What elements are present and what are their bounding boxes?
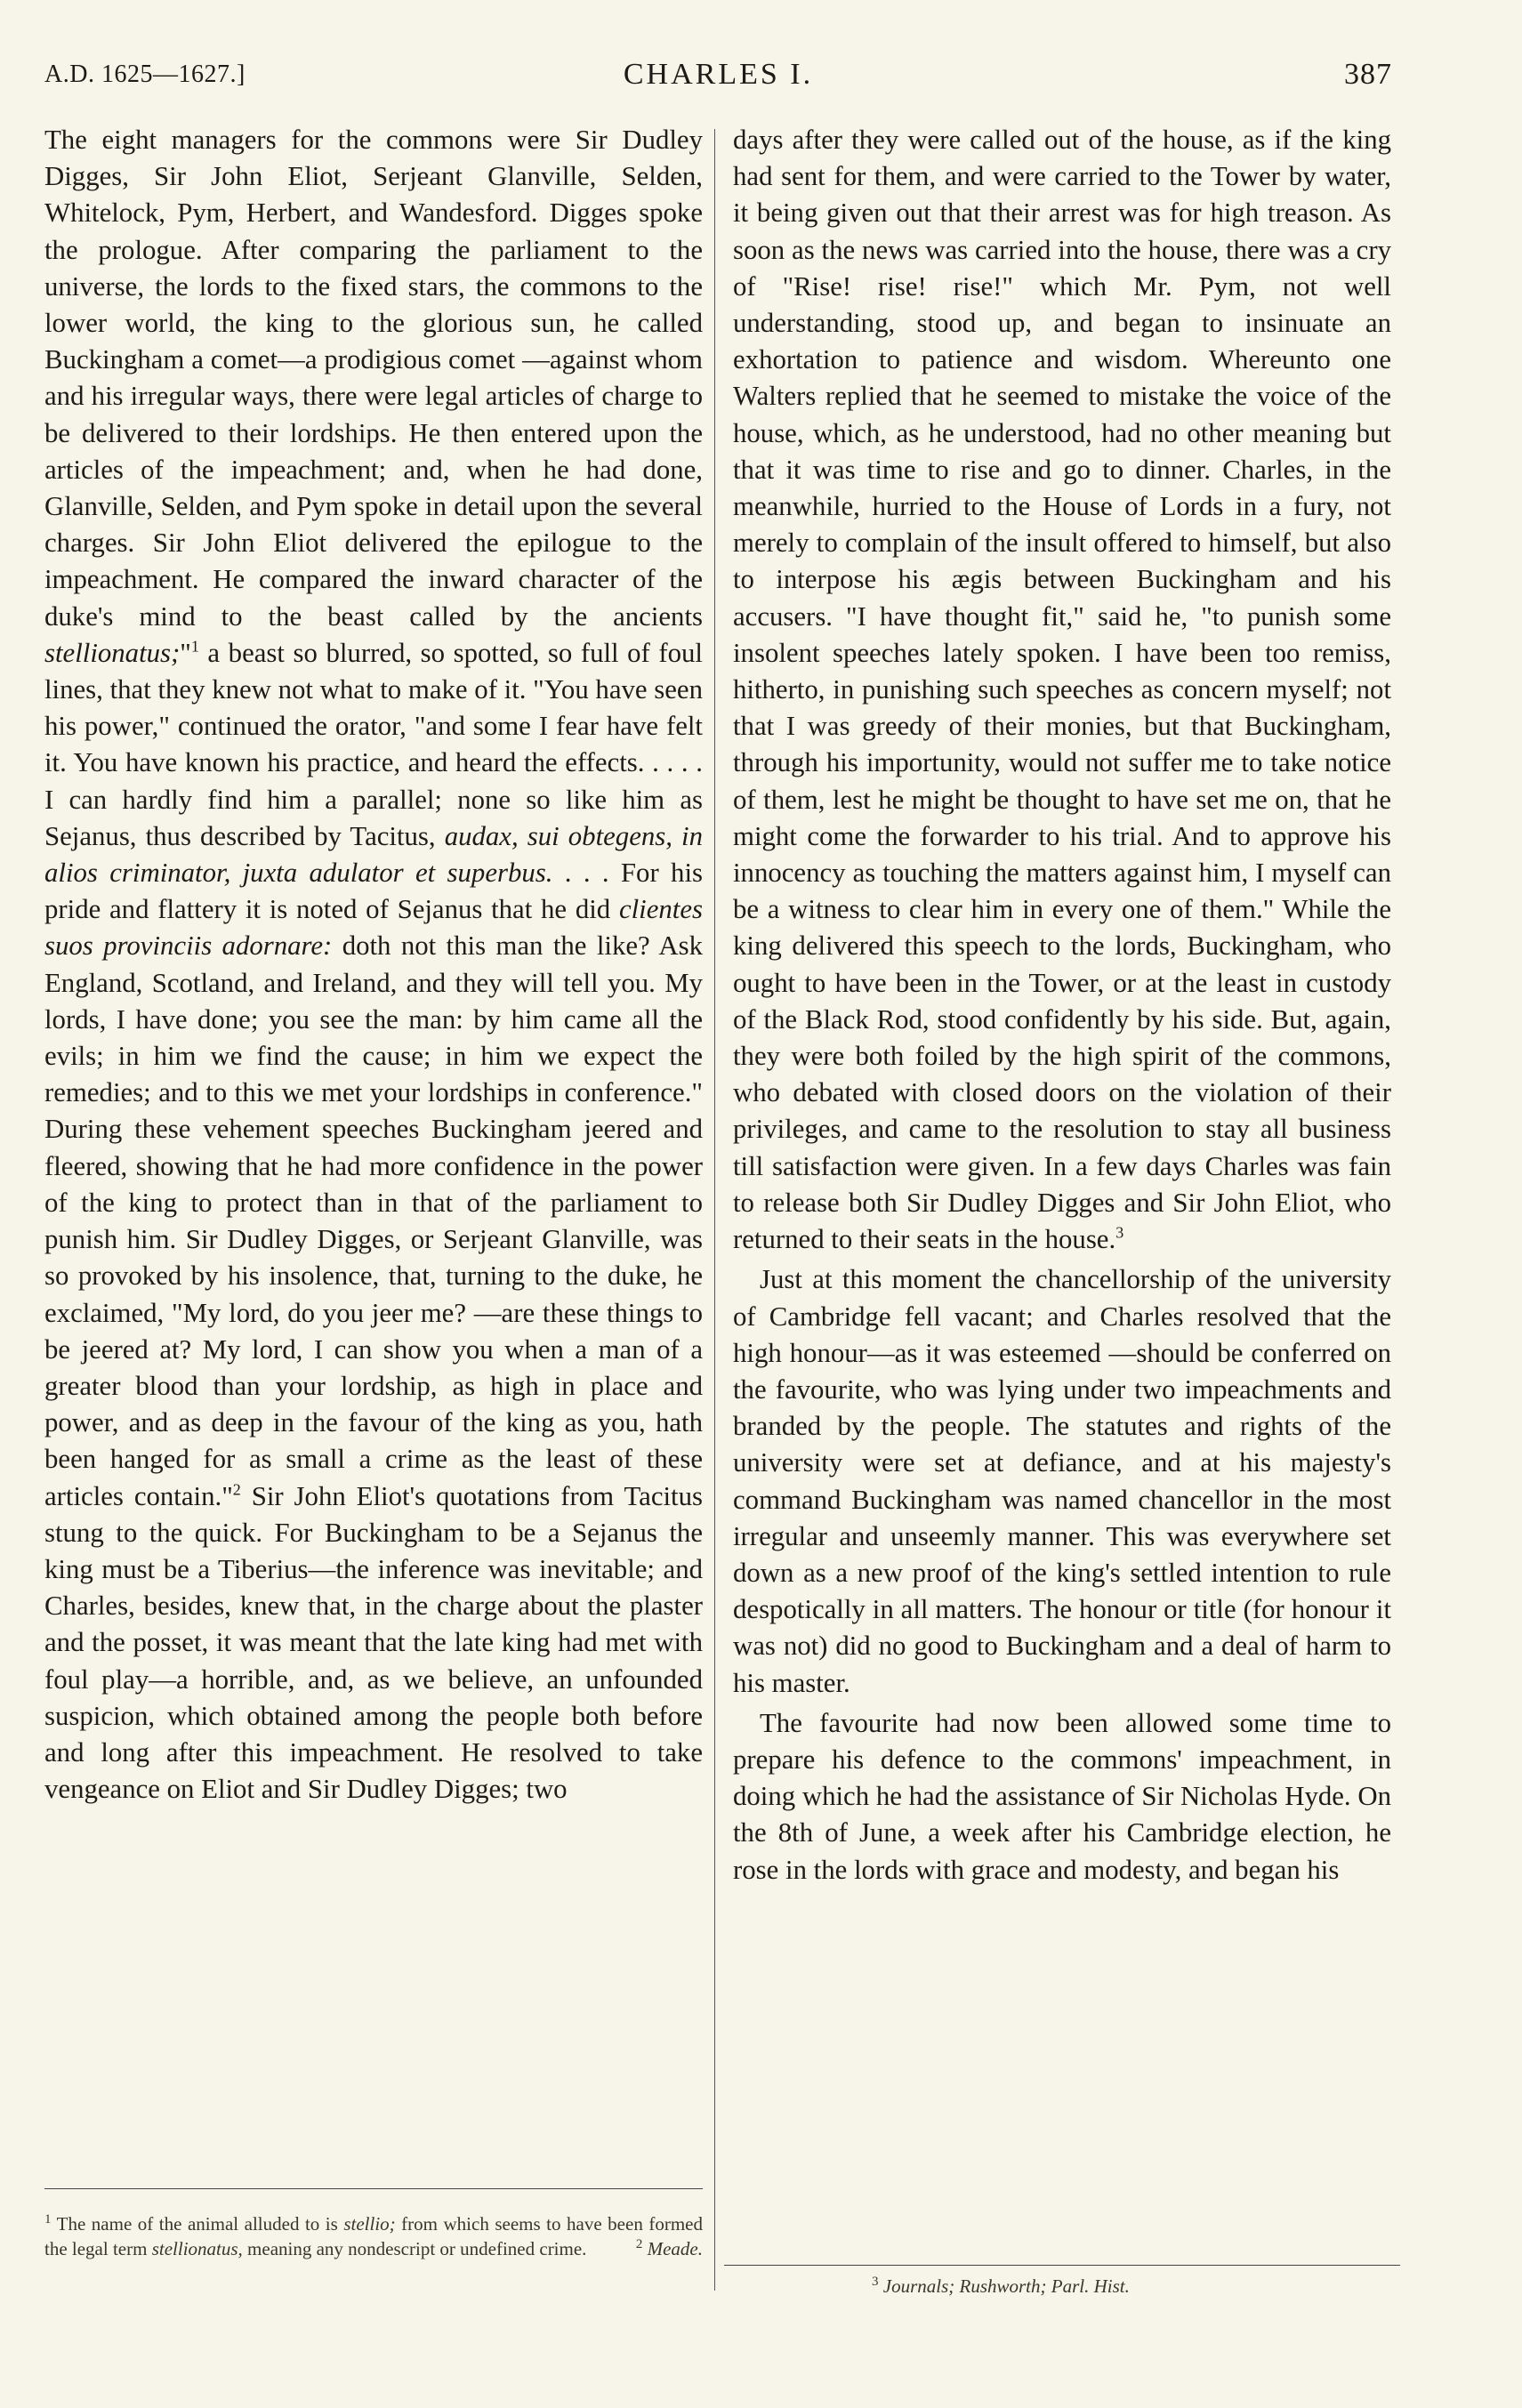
right-column — [733, 122, 1391, 2257]
paragraph: The favourite had now been allowed some time to prepare his defence to the commons' impeachment, in doing which he had the assistance of Sir Nicholas Hyde. On the 8th of June, a week after his Cambridge election, he rose in the lords with grace and modesty, and began his — [733, 1707, 1391, 1885]
footnote-rule-right — [724, 2265, 1400, 2266]
paragraph: days after they were called out of the house, as if the king had sent for them, and were carried to the Tower by water, it being given out that their arrest was for high treason. As soon as the news was carried into the house, there was a cry of "Rise! rise! rise!" which Mr. Pym, not well understanding, stood up, and began to insinuate an exhortation to patience and wisdom. Whereunto one Walters replied that he seemed to mistake the voice of the house, which, as he understood, had no other meaning but that it was time to rise and go to dinner. Charles, in the meanwhile, hurried to the House of Lords in a fury, not merely to complain of the insult offered to himself, but also to interpose his ægis between Buckingham and his accusers. "I have thought fit," said he, "to punish some insolent speeches lately spoken. I have been too remiss, hitherto, in punishing such speeches as concern myself; not that I was greedy of their monies, but that Buckingham, through his importunity, would not suffer me to take notice of them, lest he might be thought to have set me on, that he might come the forwarder to his trial. And to approve his innocency as touching the matters against him, I myself can be a witness to clear him in every one of them." While the king delivered this speech to the lords, Buckingham, who ought to have been in the Tower, or at the least in custody of the Black Rod, stood confidently by his side. But, again, they were both foiled by the high spirit of the commons, who debated with closed doors on the violation of their privileges, and came to the resolution to stay all business till satisfaction were given. In a few days Charles was fain to release both Sir Dudley Digges and Sir John Eliot, who returned to their seats in the house.$^3$ — [733, 125, 1391, 1255]
page-number: 387 — [1344, 58, 1392, 91]
latin-quote: audax, sui obtegens, in alios criminator, juxta adulator et superbus. — [44, 820, 703, 889]
paragraph: The eight managers for the commons were Sir Dudley Digges, Sir John Eliot, Serjeant Glanville, Selden, Whitelock, Pym, Herbert, and Wandesford. Digges spoke the prologue. After comparing the parliament to the universe, the lords to the fixed stars, the commons to the lower world, the king to the glorious sun, he called Buckingham a comet—a prodigious comet —against whom and his irregular ways, there were legal articles of charge to be delivered to their lordships. He then entered upon the articles of the impeachment; and, when he had done, Glanville, Selden, and Pym spoke in detail upon the several charges. Sir John Eliot delivered the epilogue to the impeachment. He compared the inward character of the duke's mind to the beast called by the ancients stellionatus;"$^1$ a beast so blurred, so spotted, so full of foul lines, that they knew not what to make of it. "You have seen his power," continued the orator, "and some I fear have felt it. You have known his practice, and heard the effects. . . . . I can hardly find him a parallel; none so like him as Sejanus, thus described by Tacitus, audax, sui obtegens, in alios criminator, juxta adulator et superbus. . . . For his pride and flattery it is noted of Sejanus that he did clientes suos provinciis adornare: doth not this man the like? Ask England, Scotland, and Ireland, and they will tell you. My lords, I have done; you see the man: by him came all the evils; in him we find the cause; in him we expect the remedies; and to this we met your lordships in conference." During these vehement speeches Buckingham jeered and fleered, showing that he had more confidence in the power of the king to protect than in that of the parliament to punish him. Sir Dudley Digges, or Serjeant Glanville, was so provoked by his insolence, that, turning to the duke, he exclaimed, "My lord, do you jeer me? —are these things to be jeered at? My lord, I can show you when a man of a greater blood than your lordship, as high in place and power, and as deep in the favour of the king as you, hath been hanged for as small a crime as the least of these articles contain."$^2$ Sir John Eliot's quotations from Tacitus stung to the quick. For Buckingham to be a Sejanus the king must be a Tiberius—the inference was inevitable; and Charles, besides, knew that, in the charge about the plaster and the posset, it was meant that the late king had met with foul play—a horrible, and, as we believe, an unfounded suspicion, which obtained among the people both before and long after this impeachment. He resolved to take vengeance on Eliot and Sir Dudley Digges; two — [44, 125, 703, 1805]
footnote-1-2: $^1$ The name of the animal alluded to is stellio; from which seems to have been formed the legal term stellionatus, meaning any nondescript or undefined crime. $^2$ Meade. — [44, 2212, 703, 2259]
column-divider — [714, 129, 715, 2291]
latin-quote: clientes suos provinciis adornare: — [44, 894, 703, 962]
date-range: A.D. 1625—1627.] — [44, 60, 246, 88]
paragraph: Just at this moment the chancellorship of the university of Cambridge fell vacant; and Charles resolved that the high honour—as it was esteemed —should be conferred on the favourite, who was lying under two impeachments and branded by the people. The statutes and rights of the university were set at defiance, and at his majesty's command Buckingham was named chancellor in the most irregular and unseemly manner. This was everywhere set down as a new proof of the king's settled intention to rule despotically in all matters. The honour or title (for honour it was not) did no good to Buckingham and a deal of harm to his master. — [733, 1264, 1391, 1698]
footnote-ref: 3 — [1115, 1223, 1124, 1242]
footnote-ref: 1 — [190, 637, 199, 656]
left-column — [44, 122, 703, 2177]
chapter-title: CHARLES I. — [623, 58, 814, 91]
footnote-ref: 2 — [232, 1480, 241, 1499]
footnote-rule-left — [44, 2188, 703, 2189]
latin-term: stellionatus; — [44, 637, 181, 668]
running-head — [44, 52, 1392, 98]
footnote-3: $^3$ Journals; Rushworth; Parl. Hist. — [872, 2275, 1130, 2297]
